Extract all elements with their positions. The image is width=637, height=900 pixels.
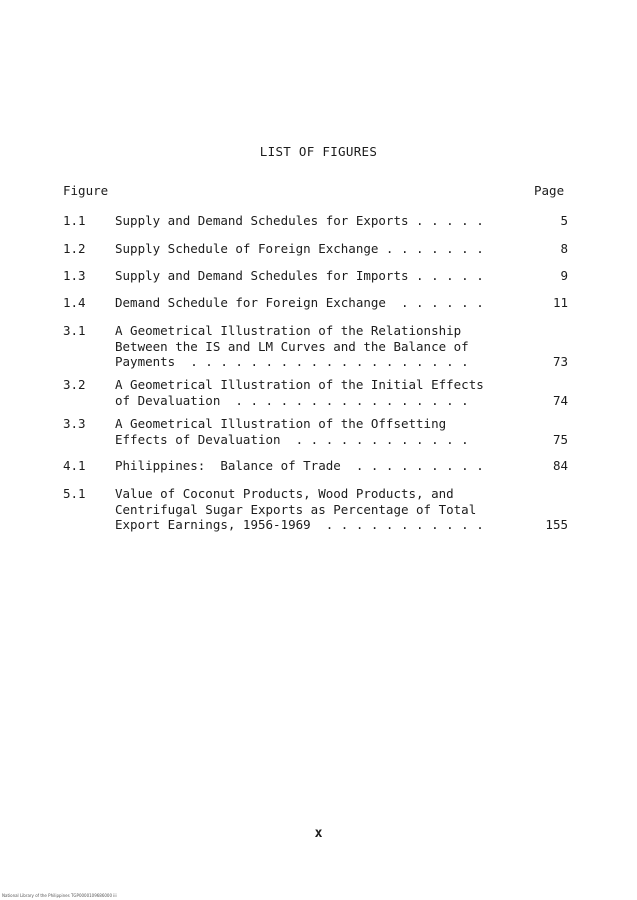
figure-caption-line: Philippines: Balance of Trade . . . . . . . . .	[115, 458, 484, 473]
figure-number: 5.1	[63, 486, 86, 501]
figure-number: 4.1	[63, 458, 86, 473]
figure-caption	[115, 295, 535, 311]
figure-page-number: 11	[552, 295, 568, 310]
figure-number: 3.1	[63, 323, 86, 338]
figure-page-number: 84	[552, 458, 568, 473]
figure-caption	[115, 416, 535, 447]
figure-caption	[115, 486, 535, 533]
figure-caption-line: Supply Schedule of Foreign Exchange . . . . . . .	[115, 241, 484, 256]
figure-page-number: 155	[545, 517, 568, 532]
page-number: x	[314, 826, 323, 841]
figure-caption-line: of Devaluation . . . . . . . . . . . . . . . .	[115, 392, 469, 408]
column-header-page: Page	[534, 183, 565, 198]
figure-caption-line: Between the IS and LM Curves and the Balance of	[115, 338, 469, 354]
footer-stamp: National Library of the Philippines TGP0000109686000 iii	[2, 893, 117, 898]
figure-caption	[115, 323, 535, 370]
figure-caption	[115, 241, 535, 257]
figure-caption-line: Demand Schedule for Foreign Exchange . . . . . .	[115, 295, 484, 310]
figure-caption	[115, 377, 535, 408]
figure-caption-line: A Geometrical Illustration of the Relationship	[115, 323, 462, 338]
figure-page-number: 5	[560, 213, 568, 228]
figure-caption-line: Supply and Demand Schedules for Exports . . . . .	[115, 213, 484, 228]
figure-caption-line: Value of Coconut Products, Wood Products, and	[115, 486, 454, 501]
column-header-figure: Figure	[63, 183, 109, 198]
figure-page-number: 73	[552, 354, 568, 369]
figure-caption-line: Export Earnings, 1956-1969 . . . . . . . . . . .	[115, 517, 484, 532]
figure-caption-line: Supply and Demand Schedules for Imports . . . . .	[115, 268, 484, 283]
figure-page-number: 8	[560, 241, 568, 256]
figure-page-number: 75	[552, 431, 568, 447]
figure-caption	[115, 268, 535, 284]
figure-caption-line: Effects of Devaluation . . . . . . . . . . . .	[115, 431, 469, 447]
figure-caption-line: Payments . . . . . . . . . . . . . . . . . . .	[115, 354, 469, 369]
figure-number: 1.1	[63, 213, 86, 228]
figure-number: 3.3	[63, 416, 86, 431]
figure-number: 1.2	[63, 241, 86, 256]
figure-caption-line: A Geometrical Illustration of the Initial Effects	[115, 377, 484, 392]
figure-caption	[115, 213, 535, 229]
figure-caption-line: Centrifugal Sugar Exports as Percentage of Total	[115, 501, 477, 517]
page-title: LIST OF FIGURES	[259, 144, 378, 159]
figure-number: 1.4	[63, 295, 86, 310]
figure-number: 1.3	[63, 268, 86, 283]
figure-page-number: 9	[560, 268, 568, 283]
figure-caption-line: A Geometrical Illustration of the Offsetting	[115, 416, 447, 431]
figure-caption	[115, 458, 535, 474]
figure-number: 3.2	[63, 377, 86, 392]
figure-page-number: 74	[552, 392, 568, 408]
